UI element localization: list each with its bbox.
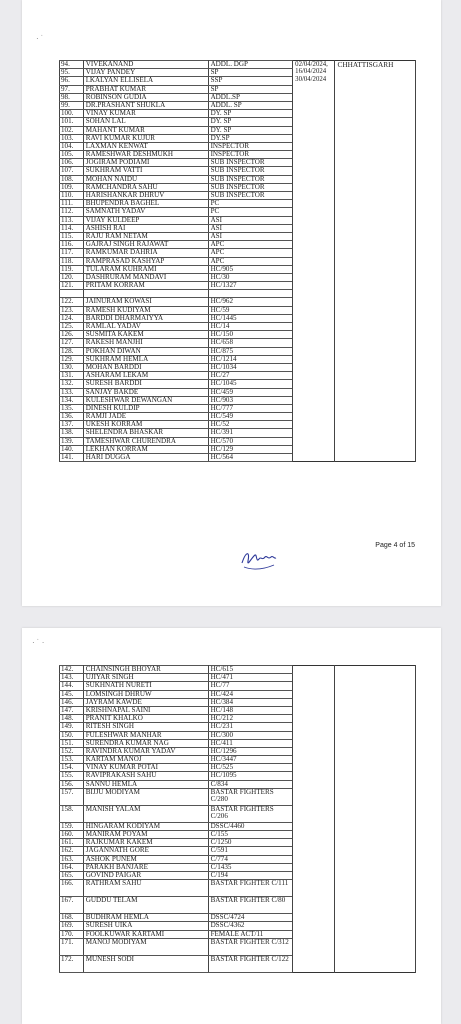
- serial-number: 109.: [60, 183, 84, 191]
- person-name: RAMJI JADE: [83, 413, 208, 421]
- serial-number: 132.: [60, 380, 84, 388]
- serial-number: 172.: [60, 955, 84, 972]
- rank-designation: ADDL.SP: [208, 93, 293, 101]
- person-name: MAHANT KUMAR: [83, 126, 208, 134]
- person-name: RAMCHANDRA SAHU: [83, 183, 208, 191]
- person-name: MOHAN NAIDU: [83, 175, 208, 183]
- rank-designation: BASTAR FIGHTER C/312: [208, 938, 293, 955]
- person-name: MANOJ MODIYAM: [83, 938, 208, 955]
- rank-designation: HC/658: [208, 339, 293, 347]
- serial-number: 151.: [60, 739, 84, 747]
- serial-number: 148.: [60, 715, 84, 723]
- person-name: SURENDRA KUMAR NAG: [83, 739, 208, 747]
- person-name: TAMESHWAR CHURENDRA: [83, 437, 208, 445]
- serial-number: 133.: [60, 388, 84, 396]
- rank-designation: SUB INSPECTOR: [208, 159, 293, 167]
- rank-designation: HC/59: [208, 306, 293, 314]
- rank-designation: HC/459: [208, 388, 293, 396]
- rank-designation: HC/1045: [208, 380, 293, 388]
- serial-number: 128.: [60, 347, 84, 355]
- serial-number: 123.: [60, 306, 84, 314]
- table-row: [60, 61, 416, 69]
- serial-number: 136.: [60, 413, 84, 421]
- serial-number: 170.: [60, 930, 84, 938]
- rank-designation: HC/391: [208, 429, 293, 437]
- state-name: CHHATTISGARH: [335, 61, 416, 462]
- person-name: SHELENDRA BHASKAR: [83, 429, 208, 437]
- serial-number: 116.: [60, 241, 84, 249]
- serial-number: 122.: [60, 298, 84, 306]
- serial-number: 171.: [60, 938, 84, 955]
- serial-number: 120.: [60, 273, 84, 281]
- person-name: VIJAY PANDEY: [83, 69, 208, 77]
- rank-designation: HC/300: [208, 731, 293, 739]
- serial-number: 167.: [60, 897, 84, 914]
- person-name: SURESH BARDDI: [83, 380, 208, 388]
- serial-number: 160.: [60, 831, 84, 839]
- person-name: RATHRAM SAHU: [83, 880, 208, 897]
- person-name: VIVEKANAND: [83, 61, 208, 69]
- person-name: BIJJU MODIYAM: [83, 788, 208, 805]
- table-row: [60, 666, 416, 674]
- serial-number: 164.: [60, 863, 84, 871]
- serial-number: 94.: [60, 61, 84, 69]
- serial-number: 96.: [60, 77, 84, 85]
- rank-designation: HC/615: [208, 666, 293, 674]
- person-name: JOGIRAM PODIAMI: [83, 159, 208, 167]
- person-name: UJIYAR SINGH: [83, 674, 208, 682]
- person-name: MOHAN BARDDI: [83, 363, 208, 371]
- serial-number: 105.: [60, 151, 84, 159]
- rank-designation: HC/212: [208, 715, 293, 723]
- serial-number: 106.: [60, 159, 84, 167]
- rank-designation: FEMALE ACT/11: [208, 930, 293, 938]
- rank-designation: ASI: [208, 216, 293, 224]
- serial-number: 135.: [60, 404, 84, 412]
- scan-speck: · ˙ ·: [32, 638, 45, 647]
- serial-number: 145.: [60, 690, 84, 698]
- serial-number: 98.: [60, 93, 84, 101]
- visit-dates: [293, 666, 335, 973]
- rank-designation: HC/231: [208, 723, 293, 731]
- serial-number: 150.: [60, 731, 84, 739]
- serial-number: 154.: [60, 764, 84, 772]
- person-name: ASHISH RAI: [83, 224, 208, 232]
- serial-number: 115.: [60, 232, 84, 240]
- serial-number: 99.: [60, 101, 84, 109]
- serial-number: 131.: [60, 372, 84, 380]
- scan-speck: · ˙: [36, 34, 44, 43]
- person-name: GAJRAJ SINGH RAJAWAT: [83, 241, 208, 249]
- serial-number: 117.: [60, 249, 84, 257]
- rank-designation: DY. SP: [208, 118, 293, 126]
- rank-designation: SUB INSPECTOR: [208, 192, 293, 200]
- person-name: SANNU HEMLA: [83, 780, 208, 788]
- rank-designation: HC/570: [208, 437, 293, 445]
- person-name: DASHRURAM MANDAVI: [83, 273, 208, 281]
- serial-number: 162.: [60, 847, 84, 855]
- serial-number: 111.: [60, 200, 84, 208]
- rank-designation: HC/1296: [208, 747, 293, 755]
- person-name: RAVINDRA KUMAR YADAV: [83, 747, 208, 755]
- rank-designation: SUB INSPECTOR: [208, 183, 293, 191]
- rank-designation: BASTAR FIGHTER C/122: [208, 955, 293, 972]
- visit-dates: 02/04/2024, 16/04/2024 30/04/2024: [293, 61, 335, 462]
- rank-designation: HC/411: [208, 739, 293, 747]
- person-name: JAGANNATH GORE: [83, 847, 208, 855]
- rank-designation: APC: [208, 241, 293, 249]
- serial-number: 97.: [60, 85, 84, 93]
- person-name: RAJU RAM NETAM: [83, 232, 208, 240]
- serial-number: 166.: [60, 880, 84, 897]
- serial-number: 130.: [60, 363, 84, 371]
- serial-number: 100.: [60, 110, 84, 118]
- person-name: MANISH YALAM: [83, 805, 208, 822]
- person-name: BHUPENDRA BAGHEL: [83, 200, 208, 208]
- rank-designation: SSP: [208, 77, 293, 85]
- person-name: VINAY KUMAR POTAI: [83, 764, 208, 772]
- person-name: SUKHNATH NURETI: [83, 682, 208, 690]
- person-name: POKHAN DIWAN: [83, 347, 208, 355]
- rank-designation: SUB INSPECTOR: [208, 175, 293, 183]
- signature-image: [238, 545, 278, 573]
- person-name: TULARAM KUHRAMI: [83, 265, 208, 273]
- person-name: RAMPRASAD KASHYAP: [83, 257, 208, 265]
- rank-designation: C/155: [208, 831, 293, 839]
- person-name: SANJAY BAKDE: [83, 388, 208, 396]
- rank-designation: APC: [208, 257, 293, 265]
- person-name: SOHAN LAL: [83, 118, 208, 126]
- rank-designation: ADDL. SP: [208, 101, 293, 109]
- person-name: VINAY KUMAR: [83, 110, 208, 118]
- rank-designation: HC/52: [208, 421, 293, 429]
- serial-number: 152.: [60, 747, 84, 755]
- rank-designation: APC: [208, 249, 293, 257]
- person-name: RAMESH KUDIYAM: [83, 306, 208, 314]
- rank-designation: HC/384: [208, 698, 293, 706]
- person-name: HINGARAM KODIYAM: [83, 822, 208, 830]
- document-page-4: [22, 0, 441, 606]
- person-name: ROBINSON GUDIA: [83, 93, 208, 101]
- person-name: KARTAM MANOJ: [83, 756, 208, 764]
- person-name: RAMESHWAR DESHMUKH: [83, 151, 208, 159]
- person-name: KRISHNAPAL SAINI: [83, 706, 208, 714]
- rank-designation: HC/777: [208, 404, 293, 412]
- person-name: CHAINSINGH BHOYAR: [83, 666, 208, 674]
- serial-number: 169.: [60, 922, 84, 930]
- serial-number: 157.: [60, 788, 84, 805]
- rank-designation: BASTAR FIGHTERS C/280: [208, 788, 293, 805]
- person-name: PRABHAT KUMAR: [83, 85, 208, 93]
- serial-number: 119.: [60, 265, 84, 273]
- serial-number: 112.: [60, 208, 84, 216]
- rank-designation: HC/564: [208, 454, 293, 462]
- rank-designation: DY. SP: [208, 126, 293, 134]
- rank-designation: DY. SP: [208, 110, 293, 118]
- rank-designation: C/774: [208, 855, 293, 863]
- person-name: PRITAM KORRAM: [83, 282, 208, 290]
- state-name: [335, 666, 416, 973]
- serial-number: 107.: [60, 167, 84, 175]
- rank-designation: ADDL. DGP: [208, 61, 293, 69]
- person-name: JAYRAM KAWDE: [83, 698, 208, 706]
- person-name: RAVI KUMAR KUJUR: [83, 134, 208, 142]
- serial-number: 158.: [60, 805, 84, 822]
- serial-number: 108.: [60, 175, 84, 183]
- person-name: LEKHAN KORRAM: [83, 445, 208, 453]
- person-name: SAMNATH YADAV: [83, 208, 208, 216]
- rank-designation: INSPECTOR: [208, 142, 293, 150]
- serial-number: 138.: [60, 429, 84, 437]
- person-name: HARI DUGGA: [83, 454, 208, 462]
- person-name: SUKHRAM HEMLA: [83, 355, 208, 363]
- person-name: [83, 290, 208, 298]
- serial-number: 156.: [60, 780, 84, 788]
- serial-number: 163.: [60, 855, 84, 863]
- rank-designation: HC/1034: [208, 363, 293, 371]
- rank-designation: DSSC/4724: [208, 914, 293, 922]
- rank-designation: HC/3447: [208, 756, 293, 764]
- rank-designation: HC/148: [208, 706, 293, 714]
- rank-designation: C/1435: [208, 863, 293, 871]
- serial-number: 110.: [60, 192, 84, 200]
- rank-designation: DY.SP: [208, 134, 293, 142]
- rank-designation: HC/962: [208, 298, 293, 306]
- serial-number: 146.: [60, 698, 84, 706]
- serial-number: 168.: [60, 914, 84, 922]
- rank-designation: DSSC/4362: [208, 922, 293, 930]
- serial-number: 155.: [60, 772, 84, 780]
- person-name: LOMSINGH DHRUW: [83, 690, 208, 698]
- rank-designation: C/1250: [208, 839, 293, 847]
- serial-number: 161.: [60, 839, 84, 847]
- serial-number: 104.: [60, 142, 84, 150]
- person-name: SUKHRAM VATTI: [83, 167, 208, 175]
- rank-designation: ASI: [208, 232, 293, 240]
- serial-number: 118.: [60, 257, 84, 265]
- person-name: PRANIT KHALKO: [83, 715, 208, 723]
- rank-designation: INSPECTOR: [208, 151, 293, 159]
- serial-number: 140.: [60, 445, 84, 453]
- rank-designation: PC: [208, 208, 293, 216]
- person-name: ASHOK PUNEM: [83, 855, 208, 863]
- serial-number: 95.: [60, 69, 84, 77]
- rank-designation: C/834: [208, 780, 293, 788]
- serial-number: 149.: [60, 723, 84, 731]
- rank-designation: BASTAR FIGHTER C/80: [208, 897, 293, 914]
- rank-designation: BASTAR FIGHTERS C/206: [208, 805, 293, 822]
- person-name: RAKESH MANJHI: [83, 339, 208, 347]
- serial-number: 144.: [60, 682, 84, 690]
- person-name: FULESHWAR MANHAR: [83, 731, 208, 739]
- serial-number: [60, 290, 84, 298]
- serial-number: 147.: [60, 706, 84, 714]
- person-name: ASHARAM LEKAM: [83, 372, 208, 380]
- rank-designation: HC/525: [208, 764, 293, 772]
- person-name: KULESHWAR DEWANGAN: [83, 396, 208, 404]
- rank-designation: HC/1327: [208, 282, 293, 290]
- rank-designation: SP: [208, 69, 293, 77]
- serial-number: 137.: [60, 421, 84, 429]
- rank-designation: HC/471: [208, 674, 293, 682]
- serial-number: 165.: [60, 871, 84, 879]
- person-name: SURESH UIKA: [83, 922, 208, 930]
- person-name: DR.PRASHANT SHUKLA: [83, 101, 208, 109]
- person-name: GOVIND PAIGAR: [83, 871, 208, 879]
- person-name: PARAKH BANJARE: [83, 863, 208, 871]
- rank-designation: HC/549: [208, 413, 293, 421]
- rank-designation: HC/77: [208, 682, 293, 690]
- rank-designation: BASTAR FIGHTER C/111: [208, 880, 293, 897]
- rank-designation: HC/129: [208, 445, 293, 453]
- person-name: RAMLAL YADAV: [83, 323, 208, 331]
- rank-designation: HC/903: [208, 396, 293, 404]
- document-page-5: [22, 628, 441, 1024]
- person-name: RAVIPRAKASH SAHU: [83, 772, 208, 780]
- serial-number: 103.: [60, 134, 84, 142]
- serial-number: 134.: [60, 396, 84, 404]
- rank-designation: SP: [208, 85, 293, 93]
- person-name: JAINURAM KOWASI: [83, 298, 208, 306]
- rank-designation: PC: [208, 200, 293, 208]
- person-name: MANIRAM POYAM: [83, 831, 208, 839]
- serial-number: 142.: [60, 666, 84, 674]
- page-number: Page 4 of 15: [375, 542, 415, 549]
- rank-designation: HC/14: [208, 323, 293, 331]
- person-name: FOOLKUWAR KARTAMI: [83, 930, 208, 938]
- serial-number: 101.: [60, 118, 84, 126]
- person-name: RITESH SINGH: [83, 723, 208, 731]
- rank-designation: HC/905: [208, 265, 293, 273]
- personnel-table: [59, 665, 416, 973]
- rank-designation: HC/1095: [208, 772, 293, 780]
- personnel-table: [59, 60, 416, 462]
- person-name: UKESH KORRAM: [83, 421, 208, 429]
- rank-designation: HC/875: [208, 347, 293, 355]
- person-name: BUDHRAM HEMLA: [83, 914, 208, 922]
- serial-number: 159.: [60, 822, 84, 830]
- serial-number: 102.: [60, 126, 84, 134]
- serial-number: 126.: [60, 331, 84, 339]
- rank-designation: HC/27: [208, 372, 293, 380]
- rank-designation: SUB INSPECTOR: [208, 167, 293, 175]
- serial-number: 125.: [60, 323, 84, 331]
- serial-number: 143.: [60, 674, 84, 682]
- person-name: HARISHANKAR DHRUV: [83, 192, 208, 200]
- rank-designation: HC/424: [208, 690, 293, 698]
- serial-number: 153.: [60, 756, 84, 764]
- person-name: VIJAY KULDEEP: [83, 216, 208, 224]
- person-name: I.KALYAN ELLISELA: [83, 77, 208, 85]
- rank-designation: [208, 290, 293, 298]
- person-name: GUDDU TELAM: [83, 897, 208, 914]
- serial-number: 139.: [60, 437, 84, 445]
- rank-designation: HC/150: [208, 331, 293, 339]
- person-name: DINESH KULDIP: [83, 404, 208, 412]
- rank-designation: C/194: [208, 871, 293, 879]
- person-name: RAJKUMAR KAKEM: [83, 839, 208, 847]
- rank-designation: ASI: [208, 224, 293, 232]
- rank-designation: HC/30: [208, 273, 293, 281]
- serial-number: 113.: [60, 216, 84, 224]
- serial-number: 121.: [60, 282, 84, 290]
- rank-designation: DSSC/4460: [208, 822, 293, 830]
- person-name: RAMKUMAR DAHRIA: [83, 249, 208, 257]
- serial-number: 124.: [60, 314, 84, 322]
- person-name: LAXMAN KENWAT: [83, 142, 208, 150]
- rank-designation: HC/1214: [208, 355, 293, 363]
- rank-designation: HC/1445: [208, 314, 293, 322]
- person-name: MUNESH SODI: [83, 955, 208, 972]
- serial-number: 127.: [60, 339, 84, 347]
- rank-designation: C/591: [208, 847, 293, 855]
- serial-number: 129.: [60, 355, 84, 363]
- serial-number: 114.: [60, 224, 84, 232]
- person-name: SUSMITA KAKEM: [83, 331, 208, 339]
- person-name: BARDDI DHARMAIYYA: [83, 314, 208, 322]
- serial-number: 141.: [60, 454, 84, 462]
